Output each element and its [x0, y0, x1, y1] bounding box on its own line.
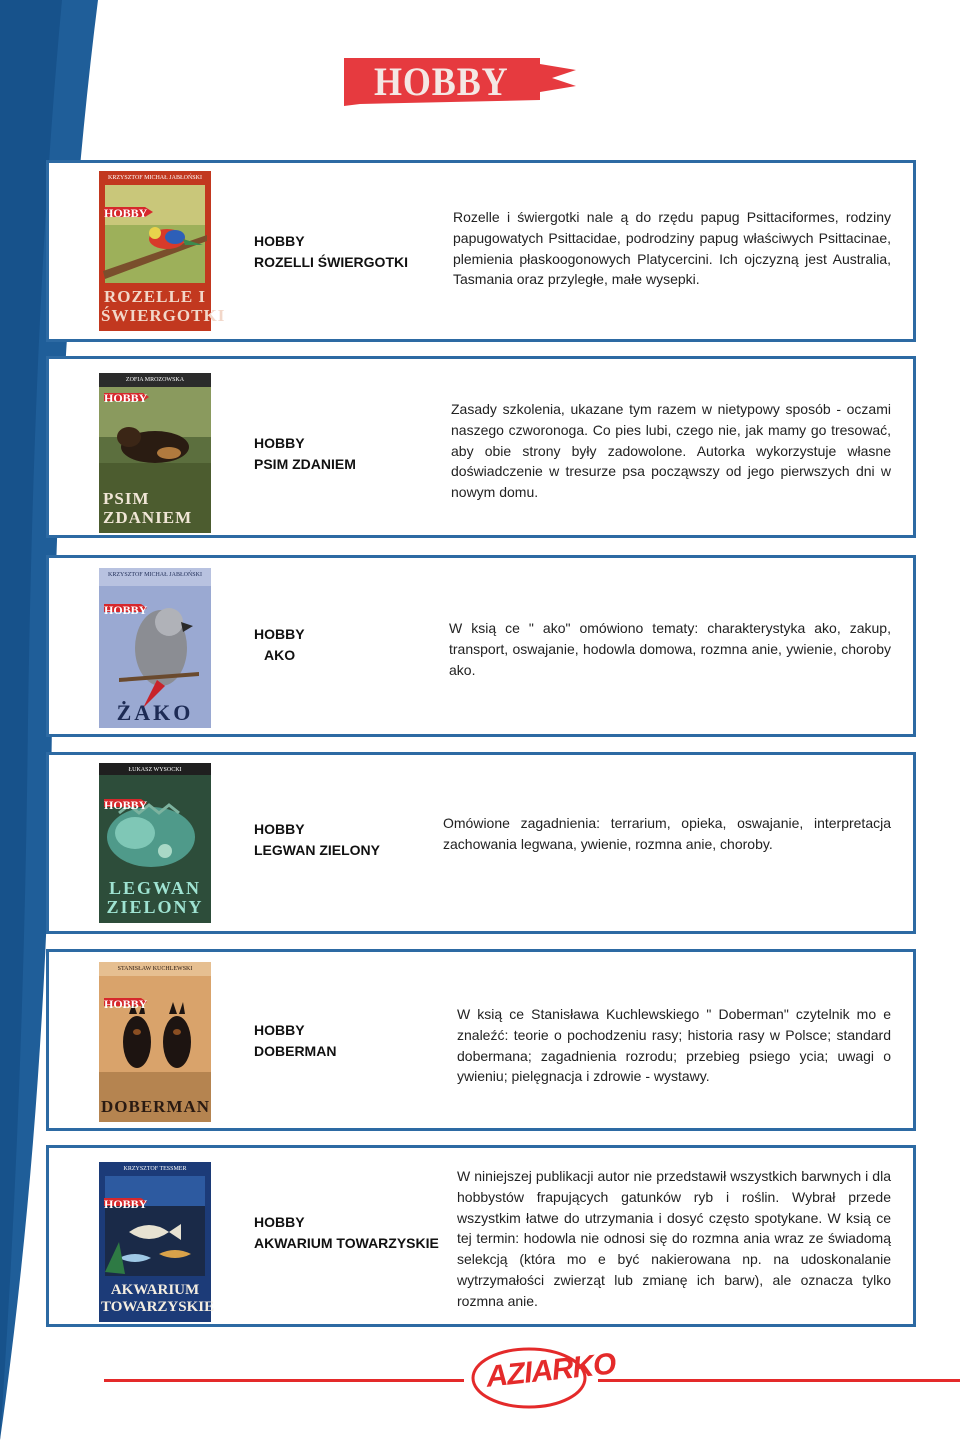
cover-series: HOBBY: [104, 997, 148, 1011]
cover-series: HOBBY: [104, 798, 148, 812]
book-cover[interactable]: [99, 373, 211, 533]
hobby-logo-text: HOBBY: [374, 59, 509, 104]
book-description: Omówione zagadnienia: terrarium, opieka, oswajanie, interpretacja zachowania legwana, ywienie, rozmna anie, choroby.: [443, 815, 891, 852]
book-label: HOBBY PSIM ZDANIEM: [254, 435, 356, 472]
book-label: HOBBY DOBERMAN: [254, 1022, 337, 1059]
book-label: HOBBY AKO: [254, 626, 305, 663]
book-description: W ksią ce Stanisława Kuchlewskiego " Doberman" czytelnik mo e znaleźć: teorie o pochodzeniu rasy; historia rasy w Polsce; standard dobermana; zagadnienia rozrodu; przebieg psiego ycia; uwagi o ywieniu; pielęgnacja i zdrowie - wystawy.: [457, 1006, 891, 1085]
book-cover[interactable]: [99, 763, 211, 923]
cover-author: KRZYSZTOF TESSMER: [123, 1166, 187, 1172]
cover-series: HOBBY: [104, 603, 148, 617]
cover-title: DOBERMAN: [101, 1097, 211, 1116]
book-cover[interactable]: [99, 1162, 215, 1322]
book-card-zako: [46, 555, 916, 737]
book-description: Zasady szkolenia, ukazane tym razem w nietypowy sposób - oczami naszego czworonoga. Co pies lubi, czego nie, jak mamy go tresować, aby obie strony były zadowolone. Autorka wykorzystuje własne doświadczenie w tresurze psa począwszy od jego pierwszych dni w nowym domu.: [451, 401, 891, 501]
book-label: HOBBY LEGWAN ZIELONY: [254, 821, 380, 858]
cover-author: STANISŁAW KUCHLEWSKI: [117, 966, 193, 972]
book-cover[interactable]: [99, 171, 226, 331]
cover-title: AKWARIUM TOWARZYSKIE: [101, 1282, 215, 1315]
cover-series: HOBBY: [104, 1197, 148, 1211]
book-card-legwan: [46, 752, 916, 934]
cover-author: ŁUKASZ WYSOCKI: [128, 767, 182, 773]
book-card-rozelle: [46, 160, 916, 342]
book-description: Rozelle i świergotki nale ą do rzędu papug Psittaciformes, rodziny papugowatych Psittacidae, podrodziny papug właściwych Psittacinae, plemienia płaskoogonowych Platycercini. Ich ojczyzną jest Australia, Tasmania oraz przyległe, małe wysepki.: [453, 209, 891, 288]
cover-title: ŻAKO: [116, 700, 194, 725]
book-card-doberman: [46, 949, 916, 1131]
cover-author: KRZYSZTOF MICHAŁ JABŁOŃSKI: [108, 572, 202, 578]
book-description: W ksią ce " ako" omówiono tematy: charakterystyka ako, zakup, transport, oswajanie, hodowla domowa, rozmna anie, ywienie, choroby ako.: [449, 620, 891, 678]
cover-title: ROZELLE I ŚWIERGOTKI: [101, 287, 226, 325]
book-cover[interactable]: [99, 568, 211, 728]
cover-title: PSIM ZDANIEM: [103, 489, 193, 527]
footer-rule-right: [598, 1379, 960, 1382]
footer-rule-left: [104, 1379, 464, 1382]
cover-author: KRZYSZTOF MICHAŁ JABŁOŃSKI: [108, 175, 202, 181]
aziarko-logo-text: AZIARKO: [484, 1347, 617, 1394]
book-description: W niniejszej publikacji autor nie przedstawił wszystkich barwnych i dla hobbystów frapujących gatunków ryb i roślin. Wybrał przede wszystkim łatwe do utrzymania i dosyć często spotykane. W ksią ce tej termin: hodowla nie odnosi się do rozmna ania wraz ze świadomą selekcją (która mo e być nakierowana np. na udoskonalanie wytrzymałości zwierząt lub zmianę ich barw), ale oznacza tylko rozmna anie.: [457, 1168, 891, 1309]
book-cover[interactable]: [99, 962, 211, 1122]
book-label: HOBBY ROZELLI ŚWIERGOTKI: [254, 233, 408, 270]
cover-series: HOBBY: [104, 206, 148, 220]
cover-series: HOBBY: [104, 391, 148, 405]
book-card-akwarium: [46, 1145, 916, 1327]
book-card-psim-zdaniem: [46, 356, 916, 538]
book-label: HOBBY AKWARIUM TOWARZYSKIE: [254, 1214, 439, 1251]
cover-title: LEGWAN ZIELONY: [106, 878, 204, 917]
cover-author: ZOFIA MROZOWSKA: [125, 377, 185, 383]
